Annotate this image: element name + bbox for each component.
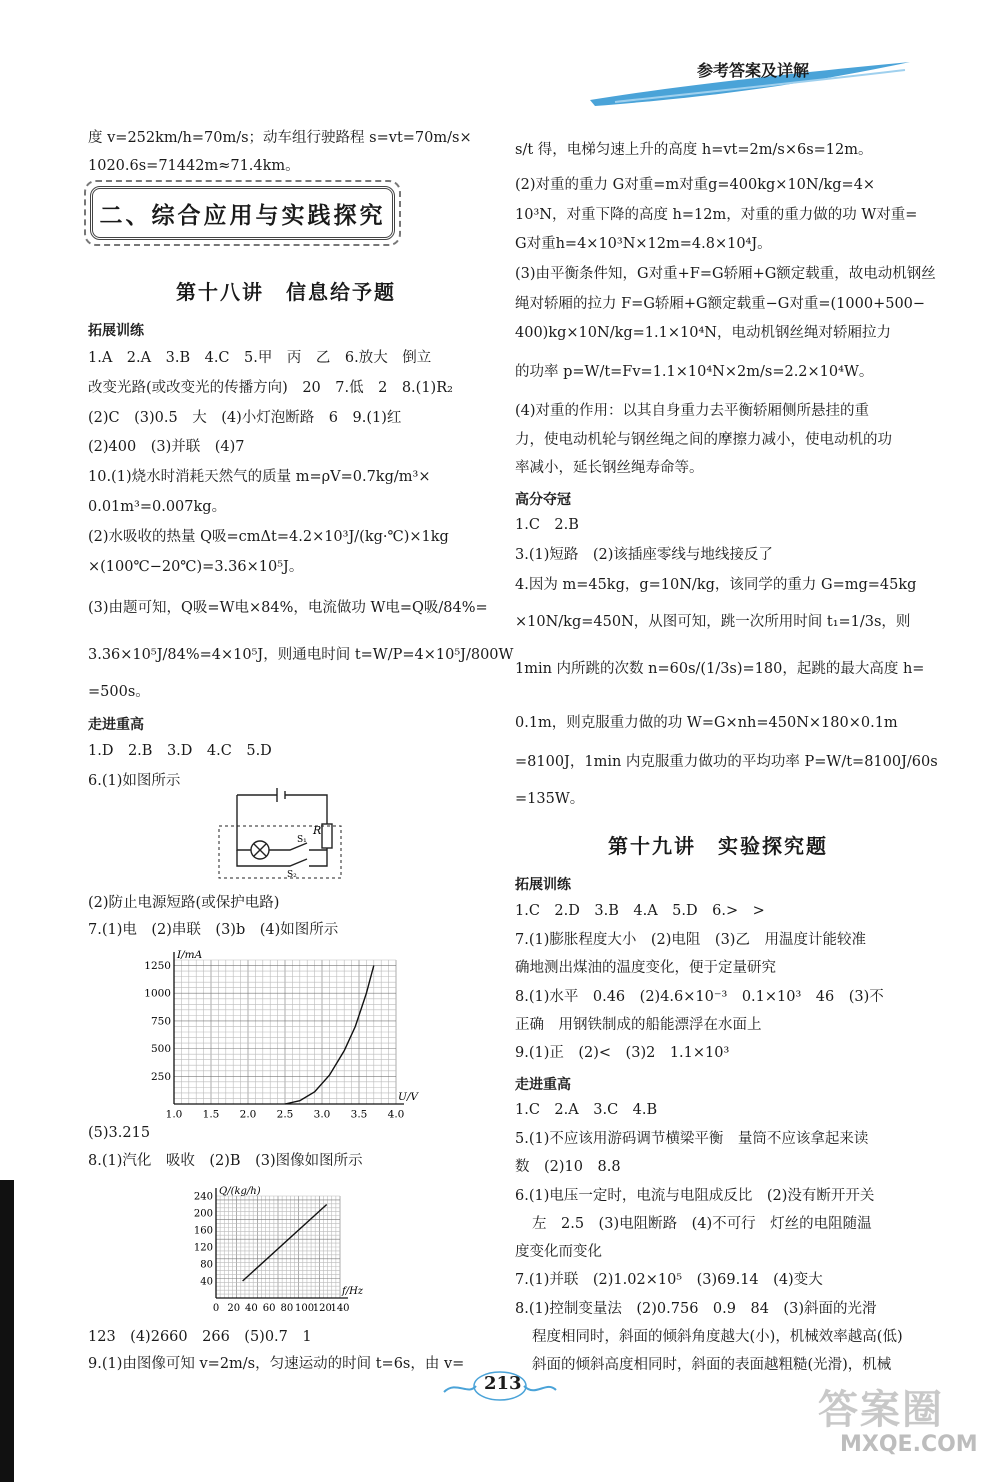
- text-line: 9.(1)由图像可知 v=2m/s，匀速运动的时间 t=6s，由 v=: [88, 1356, 465, 1372]
- x-tick-label: 1.5: [202, 1108, 220, 1120]
- text-line: 1.C 2.B: [515, 517, 579, 533]
- text-line: ×(100℃−20℃)=3.36×10⁵J。: [88, 559, 304, 575]
- text-line: 6.(1)如图所示: [88, 773, 181, 789]
- y-tick-label: 250: [150, 1070, 171, 1083]
- text-line: 7.(1)电 (2)串联 (3)b (4)如图所示: [88, 922, 339, 938]
- y-tick-label: 240: [193, 1191, 213, 1203]
- text-line: (4)对重的作用：以其自身重力去平衡轿厢侧所悬挂的重: [515, 403, 870, 419]
- text-line: 0.01m³=0.007kg。: [88, 499, 227, 515]
- text-line: 左 2.5 (3)电阻断路 (4)不可行 灯丝的电阻随温: [532, 1216, 872, 1232]
- watermark-url: MXQE.COM: [840, 1432, 978, 1457]
- y-axis-label: I/mA: [177, 949, 203, 961]
- text-line: =500s。: [88, 684, 150, 700]
- y-tick-label: 80: [200, 1259, 213, 1271]
- lecture-19-title: 第十九讲 实验探究题: [608, 834, 828, 858]
- lecture-18-title: 第十八讲 信息给予题: [176, 280, 396, 304]
- text-line: 3.(1)短路 (2)该插座零线与地线接反了: [515, 547, 773, 563]
- text-line: 1min 内所跳的次数 n=60s/(1/3s)=180，起跳的最大高度 h=: [515, 661, 925, 677]
- switch-s1-label: S₁: [297, 835, 307, 845]
- text-line: 8.(1)控制变量法 (2)0.756 0.9 84 (3)斜面的光滑: [515, 1301, 877, 1317]
- text-line: 4.因为 m=45kg，g=10N/kg，该同学的重力 G=mg=45kg: [515, 577, 917, 593]
- text-line: (2)C (3)0.5 大 (4)小灯泡断路 6 9.(1)红: [88, 410, 402, 426]
- x-tick-label: 4.0: [387, 1108, 405, 1120]
- text-line: 力，使电动机轮与钢丝绳之间的摩擦力减小，使电动机的功: [515, 432, 892, 448]
- text-line: 1020.6s=71442m≈71.4km。: [88, 158, 300, 174]
- x-tick-label: 3.0: [313, 1108, 331, 1120]
- text-line: 绳对轿厢的拉力 F=G轿厢+G额定载重−G对重=(1000+500−: [515, 296, 926, 312]
- y-tick-label: 500: [150, 1043, 171, 1056]
- text-line: =8100J，1min 内克服重力做功的平均功率 P=W/t=8100J/60s: [515, 754, 938, 770]
- series-line: [243, 1205, 327, 1282]
- y-tick-label: 1000: [144, 987, 171, 1000]
- text-line: (3)由平衡条件知，G对重+F=G轿厢+G额定载重，故电动机钢丝: [515, 266, 936, 282]
- text-line: ×10N/kg=450N，从图可知，跳一次所用时间 t₁=1/3s，则: [515, 614, 911, 630]
- text-line: (5)3.215: [88, 1125, 151, 1141]
- text-line: 正确 用钢铁制成的船能漂浮在水面上: [515, 1017, 762, 1033]
- text-line: 斜面的倾斜高度相同时，斜面的表面越粗糙(光滑)，机械: [532, 1357, 892, 1373]
- x-tick-label: 3.5: [350, 1108, 368, 1120]
- x-tick-label: 60: [262, 1303, 276, 1314]
- header-title: 参考答案及详解: [697, 61, 810, 80]
- x-tick-label: 2.0: [239, 1108, 257, 1120]
- text-line: 7.(1)膨胀程度大小 (2)电阻 (3)乙 用温度计能较准: [515, 932, 866, 948]
- circuit-diagram: [215, 782, 350, 882]
- text-line: 数 (2)10 8.8: [515, 1159, 621, 1175]
- x-tick-label: 40: [245, 1303, 258, 1314]
- y-tick-label: 200: [193, 1208, 213, 1220]
- text-line: 1.D 2.B 3.D 4.C 5.D: [88, 743, 272, 759]
- text-line: 度 v=252km/h=70m/s；动车组行驶路程 s=vt=70m/s×: [88, 130, 472, 146]
- text-line: (2)水吸收的热量 Q吸=cmΔt=4.2×10³J/(kg·℃)×1kg: [88, 529, 449, 545]
- section-heading: 拓展训练: [88, 323, 144, 339]
- side-tab: [0, 1180, 14, 1482]
- text-line: 0.1m，则克服重力做的功 W=G×nh=450N×180×0.1m: [515, 715, 898, 731]
- text-line: 10³N，对重下降的高度 h=12m，对重的重力做的功 W对重=: [515, 207, 918, 223]
- y-tick-label: 40: [200, 1276, 213, 1288]
- text-line: 度变化而变化: [515, 1244, 602, 1260]
- text-line: 400)kg×10N/kg=1.1×10⁴N，电动机钢丝绳对轿厢拉力: [515, 325, 891, 341]
- text-line: 7.(1)并联 (2)1.02×10⁵ (3)69.14 (4)变大: [515, 1272, 823, 1288]
- text-line: G对重h=4×10³N×12m=4.8×10⁴J。: [515, 236, 772, 252]
- page-number: 213: [484, 1373, 522, 1394]
- y-tick-label: 120: [193, 1242, 213, 1254]
- section-heading: 走进重高: [88, 717, 144, 733]
- text-line: 确地测出煤油的温度变化，便于定量研究: [515, 960, 776, 976]
- x-axis-label: U/V: [398, 1091, 418, 1103]
- text-line: 的功率 p=W/t=Fv=1.1×10⁴N×2m/s=2.2×10⁴W。: [515, 364, 874, 380]
- x-tick-label: 100: [295, 1303, 315, 1314]
- x-tick-label: 1.0: [165, 1108, 183, 1120]
- x-tick-label: 2.5: [276, 1108, 294, 1120]
- text-line: 10.(1)烧水时消耗天然气的质量 m=ρV=0.7kg/m³×: [88, 469, 431, 485]
- watermark-logo: 答案圈: [818, 1387, 944, 1433]
- section-heading: 高分夺冠: [515, 492, 571, 508]
- text-line: (2)400 (3)并联 (4)7: [88, 439, 245, 455]
- y-tick-label: 750: [150, 1015, 171, 1028]
- x-tick-label: 140: [330, 1303, 350, 1314]
- text-line: 9.(1)正 (2)< (3)2 1.1×10³: [515, 1045, 730, 1061]
- chapter-title: 二、综合应用与实践探究: [90, 186, 395, 240]
- text-line: (2)防止电源短路(或保护电路): [88, 895, 280, 911]
- y-axis-label: Q/(kg/h): [219, 1186, 261, 1197]
- text-line: 率减小，延长钢丝绳寿命等。: [515, 460, 704, 476]
- text-line: 3.36×10⁵J/84%=4×10⁵J，则通电时间 t=W/P=4×10⁵J/800W: [88, 647, 514, 663]
- y-tick-label: 1250: [144, 960, 171, 973]
- y-tick-label: 160: [193, 1225, 213, 1237]
- x-tick-label: 0: [212, 1303, 220, 1314]
- x-tick-label: 20: [227, 1303, 241, 1314]
- text-line: (2)对重的重力 G对重=m对重g=400kg×10N/kg=4×: [515, 177, 876, 193]
- text-line: 1.C 2.D 3.B 4.A 5.D 6.> >: [515, 903, 765, 919]
- text-line: s/t 得，电梯匀速上升的高度 h=vt=2m/s×6s=12m。: [515, 142, 873, 158]
- switch-s2-label: S₂: [287, 870, 297, 880]
- x-tick-label: 80: [280, 1303, 294, 1314]
- chart-flow-frequency: [182, 1176, 382, 1316]
- resistor-label: R: [313, 824, 322, 837]
- section-heading: 走进重高: [515, 1077, 571, 1093]
- text-line: 程度相同时，斜面的倾斜角度越大(小)，机械效率越高(低): [532, 1329, 903, 1345]
- text-line: 1.C 2.A 3.C 4.B: [515, 1102, 658, 1118]
- text-line: 8.(1)汽化 吸收 (2)B (3)图像如图所示: [88, 1153, 363, 1169]
- text-line: 123 (4)2660 266 (5)0.7 1: [88, 1329, 312, 1345]
- x-axis-label: f/Hz: [342, 1286, 364, 1297]
- section-heading: 拓展训练: [515, 877, 571, 893]
- text-line: 1.A 2.A 3.B 4.C 5.甲 丙 乙 6.放大 倒立: [88, 350, 432, 366]
- text-line: 5.(1)不应该用游码调节横梁平衡 量筒不应该拿起来读: [515, 1131, 869, 1147]
- text-line: 6.(1)电压一定时，电流与电阻成反比 (2)没有断开开关: [515, 1188, 875, 1204]
- text-line: (3)由题可知，Q吸=W电×84%，电流做功 W电=Q吸/84%=: [88, 600, 488, 616]
- chart-current-voltage: [138, 946, 420, 1120]
- text-line: 8.(1)水平 0.46 (2)4.6×10⁻³ 0.1×10³ 46 (3)不: [515, 989, 884, 1005]
- x-tick-label: 120: [312, 1303, 332, 1314]
- text-line: =135W。: [515, 791, 585, 807]
- text-line: 改变光路(或改变光的传播方向) 20 7.低 2 8.(1)R₂: [88, 380, 453, 396]
